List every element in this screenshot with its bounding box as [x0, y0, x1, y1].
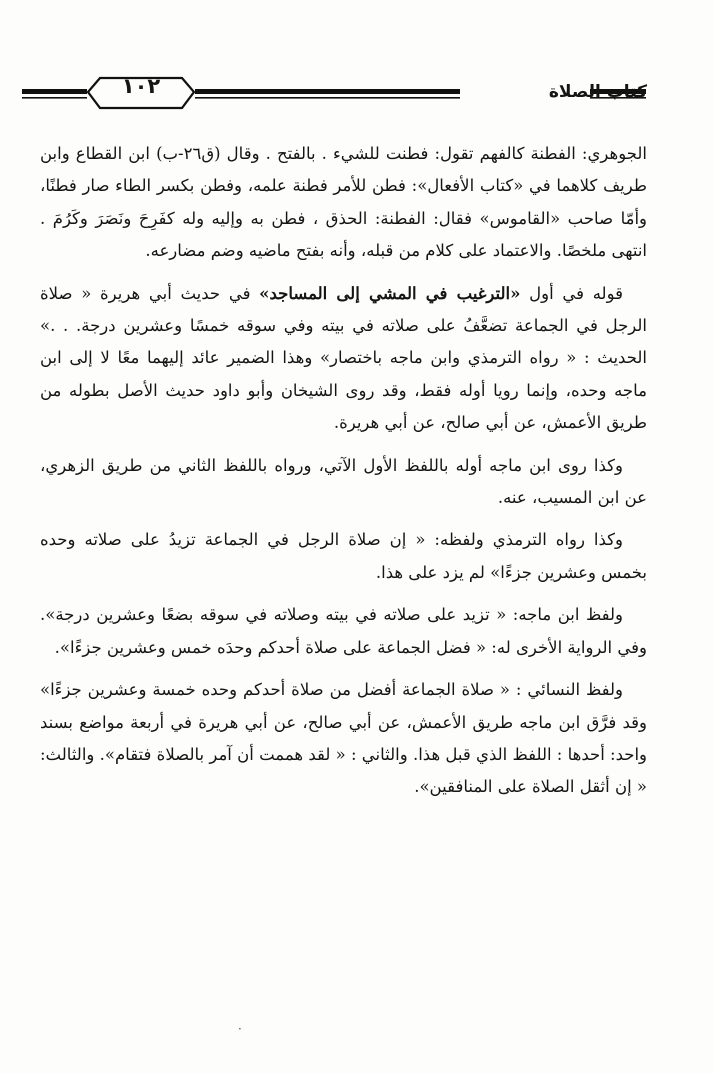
- text-line: بكسر الطاء صار فطنًا، وأمّا صاحب «القاموس» فقال: الفطنة: الحذق ، فطن به: [40, 176, 647, 228]
- page-number: ١٠٢: [121, 74, 161, 98]
- footer-dot: ·: [238, 1022, 242, 1036]
- book-title-emphasis: «الترغيب في المشي إلى المساجد»: [259, 283, 521, 303]
- paragraph-1: [40, 138, 647, 268]
- body-text: [40, 138, 647, 804]
- text-line: وحدَه خمس وعشرين جزءًا».: [54, 637, 253, 657]
- paragraph-5: [40, 599, 647, 664]
- text-line: قوله في أول «الترغيب في المشي إلى المساجد» في حديث أبي هريرة «: [81, 283, 623, 303]
- text-line: « لقد هممت أن آمر بالصلاة فتقام». والثالث: « إن أثقل الصلاة على المنافقين».: [40, 744, 647, 797]
- text-line: الجوهري: الفطنة كالفهم تقول: فطنت للشيء . بالفتح . وقال (ق٢٦-ب) ابن: [128, 144, 647, 163]
- text-line: القطاع وابن طريف كلاهما في «كتاب الأفعال»: فطن للأمر فطنة علمه، وفطن: [40, 144, 647, 196]
- text-line: وكذا رواه الترمذي ولفظه: « إن صلاة الرجل في الجماعة تزيدُ على صلاته: [84, 530, 623, 550]
- paragraph-4: [40, 524, 647, 589]
- text-line: وإليه وله كفَرِحَ ونَصَرَ وكَرُمَ . انتهى ملخصًا. والاعتماد على كلام من قبله،: [40, 208, 647, 261]
- text-line: ولفظ النسائي : « صلاة الجماعة أفضل من صلاة أحدكم وحده خمسة: [152, 680, 624, 700]
- text-line: صلاة الرجل في الجماعة تضعَّفُ على صلاته في بيته وفي سوقه خمسًا وعشرين: [40, 283, 647, 336]
- paragraph-2: [40, 278, 647, 440]
- header-title: كتاب الصلاة: [548, 82, 647, 102]
- paragraph-6: [40, 674, 647, 804]
- text-line: ولفظ ابن ماجه: « تزيد على صلاته في بيته وصلاته في سوقه بضعًا: [161, 605, 623, 625]
- paragraph-3: [40, 450, 647, 515]
- page-header: [0, 62, 713, 132]
- text-line: وأنه بفتح ماضيه وضم مضارعه.: [145, 241, 356, 261]
- text-line: وعشرين جزءًا» وقد فرَّق ابن ماجه طريق الأعمش، عن أبي صالح، عن أبي: [40, 680, 647, 732]
- text-line: درجة. . .» الحديث : « رواه الترمذي وابن ماجه باختصار» وهذا الضمير عائد: [40, 316, 647, 368]
- text-line: وعشرين درجة». وفي الرواية الأخرى له: « فضل الجماعة على صلاة أحدكم: [40, 605, 647, 657]
- text-line: إليهما معًا لا إلى ابن ماجه وحده، وإنما رويا أوله فقط، وقد روى الشيخان وأبو: [40, 348, 647, 400]
- text-line: هريرة في أربعة مواضع بسند واحد: أحدها : اللفظ الذي قبل هذا. والثاني :: [40, 712, 648, 764]
- text-line: وكذا روى ابن ماجه أوله باللفظ الأول الآتي، ورواه باللفظ الثاني من طريق: [101, 455, 623, 475]
- text-line: داود حديث الأصل بطوله من طريق الأعمش، عن أبي صالح، عن أبي هريرة.: [40, 380, 647, 433]
- text-line: الزهري، عن ابن المسيب، عنه.: [40, 455, 647, 508]
- text-line: وحده بخمس وعشرين جزءًا» لم يزد على هذا.: [40, 530, 647, 582]
